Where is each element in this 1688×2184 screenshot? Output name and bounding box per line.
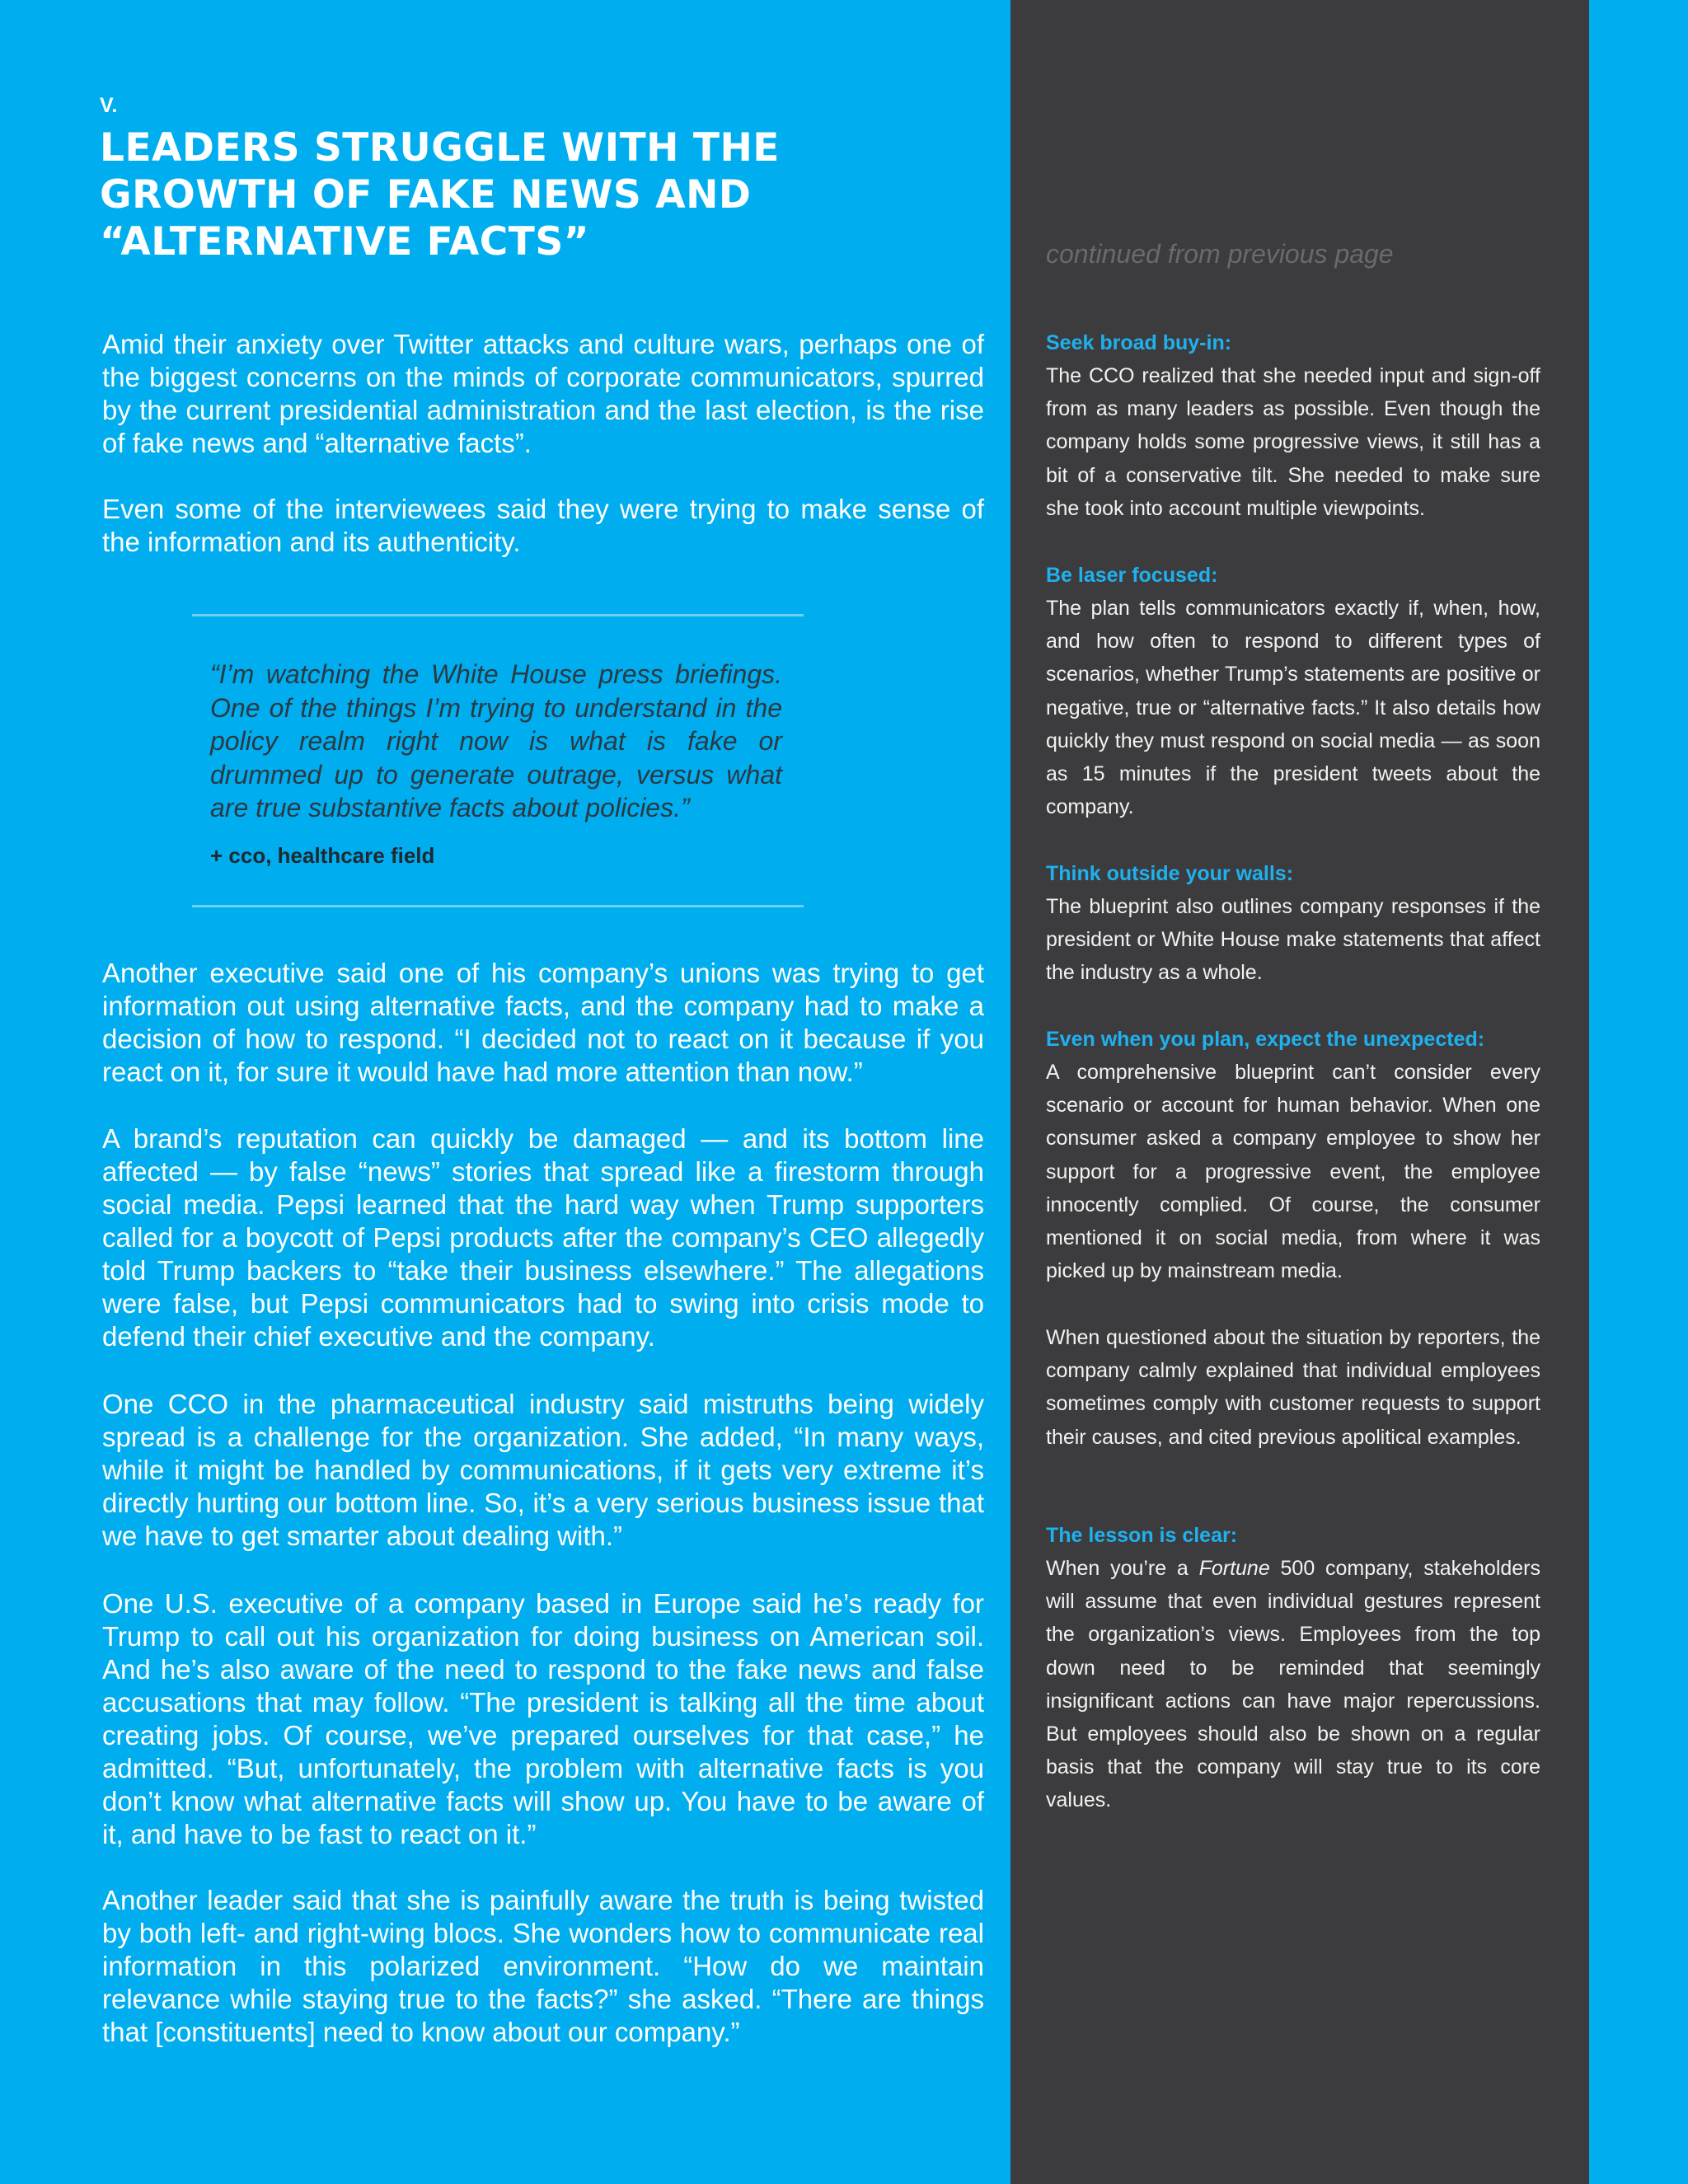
sidebar-heading: Even when you plan, expect the unexpected: <box>1046 1028 1485 1051</box>
continued-note: continued from previous page <box>1046 239 1394 269</box>
right-edge-strip <box>1589 0 1688 2184</box>
pull-quote: “I’m watching the White House press briefings. One of the things I’m trying to understand in the policy realm right now is what is fake or drummed up to generate outrage, versus what are true substantive facts about policies.” <box>210 659 782 823</box>
sidebar-heading: Think outside your walls: <box>1046 862 1294 885</box>
sidebar-text: A comprehensive blueprint can’t consider every scenario or account for human behavior. When one consumer asked a company employee to show her support for a progressive event, the employee innocently complied. Of course, the consumer mentioned it on social media, from where it was picked up by mainstream media. <box>1046 1061 1540 1283</box>
page-title <box>100 124 924 265</box>
body-paragraph: Another leader said that she is painfully aware the truth is being twisted by both left- and right-wing blocs. She wonders how to communicate real information in this polarized environment. “How do we maintain relevance while staying true to the facts?” she asked. “There are things that [constituents] need to know about our company.” <box>102 1885 984 2047</box>
page-title-line: GROWTH OF FAKE NEWS AND <box>100 172 752 218</box>
body-paragraph: Another executive said one of his company’s unions was trying to get information out using alternative facts, and the company had to make a decision of how to respond. “I decided not to react on it because if you react on it, for sure it would have had more attention than now.” <box>102 958 984 1087</box>
section-number: V. <box>100 94 118 117</box>
page-title-line: “ALTERNATIVE FACTS” <box>100 219 590 265</box>
sidebar-heading: Seek broad buy-in: <box>1046 331 1232 354</box>
sidebar-text: The CCO realized that she needed input and sign-off from as many leaders as possible. Even though the company holds some progressive views, it still has a bit of a conservative tilt. She needed to make sure she took into account multiple viewpoints. <box>1046 364 1540 520</box>
sidebar-text <box>1046 1552 1540 1817</box>
body-paragraph: One U.S. executive of a company based in Europe said he’s ready for Trump to call out his organization for doing business on American soil. And he’s also aware of the need to respond to the fake news and false accusations that may follow. “The president is talking all the time about creating jobs. Of course, we’ve prepared ourselves for that case,” he admitted. “But, unfortunately, the problem with alternative facts is you don’t know what alternative facts will show up. You have to be aware of it, and have to be fast to react on it.” <box>102 1588 984 1849</box>
sidebar-text: The blueprint also outlines company responses if the president or White House make statements that affect the industry as a whole. <box>1046 895 1540 985</box>
sidebar-text-part: When you’re a <box>1046 1557 1199 1580</box>
body-paragraph: A brand’s reputation can quickly be damaged — and its bottom line affected — by false “news” stories that spread like a firestorm through social media. Pepsi learned that the hard way when Trump supporters called for a boycott of Pepsi products after the company’s CEO allegedly told Trump backers to “take their business elsewhere.” The allegations were false, but Pepsi communicators had to swing into crisis mode to defend their chief executive and the company. <box>102 1123 984 1352</box>
body-paragraph: Even some of the interviewees said they were trying to make sense of the information and its authenticity. <box>102 494 984 557</box>
sidebar-text-part: 500 company, stakeholders will assume that even individual gestures represent the organization’s views. Employees from the top down need to be reminded that seemingly insignificant actions can have major repercussions. But employees should also be shown on a regular basis that the company will stay true to its core values. <box>1046 1557 1541 1812</box>
page-title-line: LEADERS STRUGGLE WITH THE <box>100 125 780 171</box>
quote-top-rule <box>192 614 804 616</box>
body-paragraph: One CCO in the pharmaceutical industry said mistruths being widely spread is a challenge for the organization. She added, “In many ways, while it might be handled by communications, if it gets very extreme it’s directly hurting our bottom line. So, it’s a very serious business issue that we have to get smarter about dealing with.” <box>102 1389 984 1551</box>
sidebar-text: When questioned about the situation by reporters, the company calmly explained that individual employees sometimes comply with customer requests to support their causes, and cited previous apolitical examples. <box>1046 1326 1540 1449</box>
quote-bottom-rule <box>192 905 804 907</box>
sidebar-heading: Be laser focused: <box>1046 564 1218 587</box>
sidebar-heading: The lesson is clear: <box>1046 1524 1238 1547</box>
quote-attribution: + cco, healthcare field <box>210 843 435 868</box>
body-paragraph: Amid their anxiety over Twitter attacks and culture wars, perhaps one of the biggest concerns on the minds of corporate communicators, spurred by the current presidential administration and the last election, is the rise of fake news and “alternative facts”. <box>102 329 984 458</box>
sidebar-text: The plan tells communicators exactly if, when, how, and how often to respond to different types of scenarios, whether Trump’s statements are positive or negative, true or “alternative facts.” It also details how quickly they must respond on social media — as soon as 15 minutes if the president tweets about the company. <box>1046 597 1540 819</box>
sidebar-text-emphasis: Fortune <box>1198 1557 1270 1580</box>
